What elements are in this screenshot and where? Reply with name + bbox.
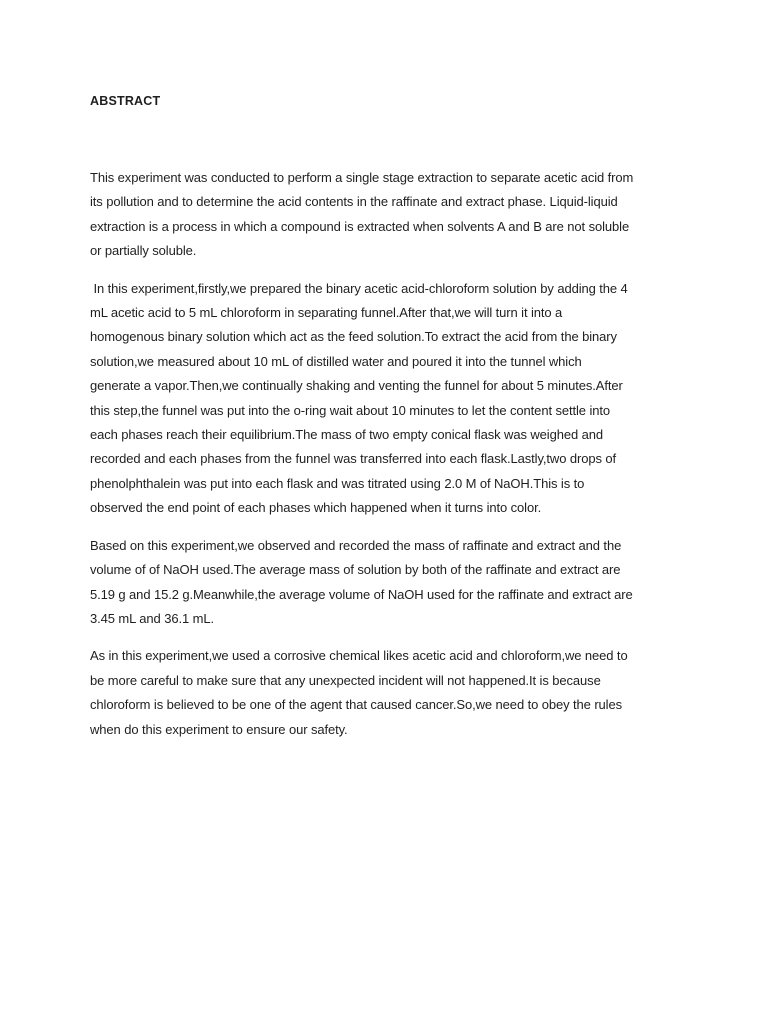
paragraph-line: chloroform is believed to be one of the agent that caused cancer.So,we need to obey the rules: [90, 697, 622, 713]
paragraph-intro: [90, 166, 680, 264]
paragraph-line: phenolphthalein was put into each flask and was titrated using 2.0 M of NaOH.This is to: [90, 475, 585, 491]
paragraph-line: homogenous binary solution which act as the feed solution.To extract the acid from the binary: [90, 329, 617, 345]
paragraph-line: recorded and each phases from the funnel was transferred into each flask.Lastly,two drops of: [90, 451, 617, 467]
paragraph-line: 3.45 mL and 36.1 mL.: [90, 610, 214, 626]
paragraph-line: be more careful to make sure that any unexpected incident will not happened.It is because: [90, 672, 601, 688]
paragraph-line: when do this experiment to ensure our safety.: [90, 721, 348, 737]
paragraph-line: extraction is a process in which a compound is extracted when solvents A and B are not soluble: [90, 218, 630, 234]
paragraph-line: This experiment was conducted to perform a single stage extraction to separate acetic acid from: [90, 170, 634, 185]
paragraph-line: generate a vapor.Then,we continually shaking and venting the funnel for about 5 minutes.After: [90, 378, 623, 394]
paragraph-line: each phases reach their equilibrium.The mass of two empty conical flask was weighed and: [90, 427, 604, 443]
paragraph-safety: [90, 644, 680, 742]
paragraph-line: As in this experiment,we used a corrosive chemical likes acetic acid and chloroform,we need to: [90, 648, 628, 664]
paragraph-line: 5.19 g and 15.2 g.Meanwhile,the average volume of NaOH used for the raffinate and extract are: [90, 586, 633, 602]
paragraph-line: observed the end point of each phases which happened when it turns into color.: [90, 500, 542, 516]
document-body: [90, 92, 680, 755]
paragraph-line: Based on this experiment,we observed and recorded the mass of raffinate and extract and the: [90, 537, 622, 553]
paragraph-line: or partially soluble.: [90, 243, 197, 259]
abstract-heading: ABSTRACT: [90, 94, 161, 108]
paragraph-line: volume of of NaOH used.The average mass of solution by both of the raffinate and extract are: [90, 562, 621, 578]
paragraph-line: this step,the funnel was put into the o-ring wait about 10 minutes to let the content settle into: [90, 402, 611, 418]
paragraph-line: In this experiment,firstly,we prepared the binary acetic acid-chloroform solution by adding the 4: [90, 280, 628, 296]
paragraph-line: mL acetic acid to 5 mL chloroform in separating funnel.After that,we will turn it into a: [90, 305, 563, 321]
paragraph-line: its pollution and to determine the acid contents in the raffinate and extract phase. Liquid-liquid: [90, 194, 618, 210]
paragraph-procedure: [90, 277, 680, 521]
paragraph-line: solution,we measured about 10 mL of distilled water and poured it into the tunnel which: [90, 353, 582, 369]
paragraph-results: [90, 534, 680, 632]
